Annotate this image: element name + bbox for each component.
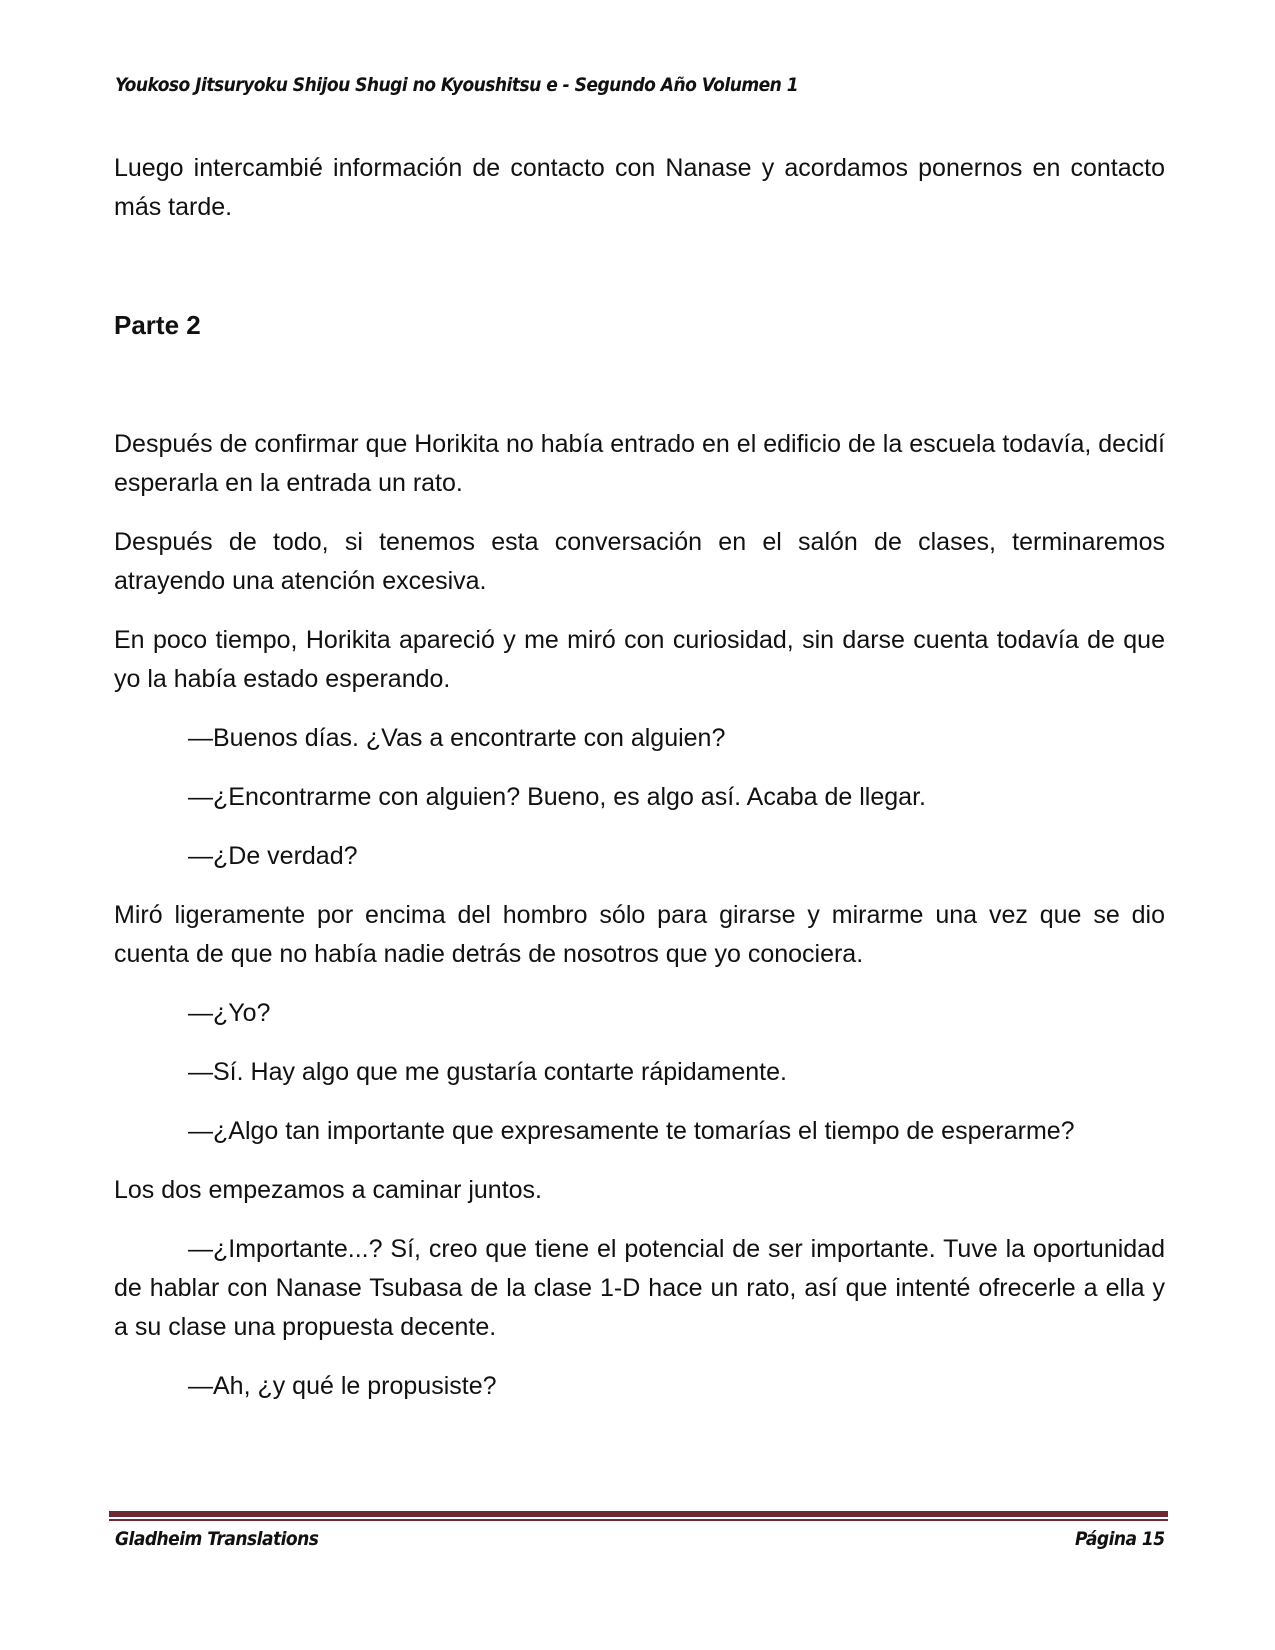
dialogue-paragraph: —¿Algo tan importante que expresamente te tomarías el tiempo de esperarme? <box>188 1117 1075 1145</box>
dialogue-paragraph: —¿Importante...? Sí, creo que tiene el potencial de ser importante. Tuve la oportunidad de hablar con Nanase Tsubasa de la clase 1-D hace un rato, así que intenté ofrecerle a ella y a su clase una propuesta decente. <box>114 1235 1165 1341</box>
page-number: Página 15 <box>1075 1528 1165 1550</box>
paragraph: Después de confirmar que Horikita no había entrado en el edificio de la escuela todavía, decidí esperarla en la entrada un rato. <box>114 430 1165 497</box>
paragraph: En poco tiempo, Horikita apareció y me miró con curiosidad, sin darse cuenta todavía de que yo la había estado esperando. <box>114 626 1165 693</box>
paragraph: Los dos empezamos a caminar juntos. <box>114 1176 542 1204</box>
footer-publisher: Gladheim Translations <box>115 1528 319 1550</box>
section-title: Parte 2 <box>114 310 201 340</box>
dialogue-paragraph: —Sí. Hay algo que me gustaría contarte rápidamente. <box>188 1058 787 1086</box>
paragraph: Luego intercambié información de contacto con Nanase y acordamos ponernos en contacto más tarde. <box>114 154 1165 221</box>
footer-rule <box>109 1511 1168 1517</box>
main-text <box>114 425 1165 1426</box>
dialogue-paragraph: —¿Yo? <box>188 999 271 1027</box>
dialogue-paragraph: —Ah, ¿y qué le propusiste? <box>188 1372 497 1400</box>
intro-text <box>114 149 1165 247</box>
paragraph: Después de todo, si tenemos esta conversación en el salón de clases, terminaremos atrayendo una atención excesiva. <box>114 528 1165 595</box>
dialogue-paragraph: —Buenos días. ¿Vas a encontrarte con alguien? <box>188 724 726 752</box>
paragraph: Miró ligeramente por encima del hombro sólo para girarse y mirarme una vez que se dio cuenta de que no había nadie detrás de nosotros que yo conociera. <box>114 901 1165 968</box>
dialogue-paragraph: —¿De verdad? <box>188 842 358 870</box>
running-header: Youkoso Jitsuryoku Shijou Shugi no Kyoushitsu e - Segundo Año Volumen 1 <box>115 74 799 96</box>
dialogue-paragraph: —¿Encontrarme con alguien? Bueno, es algo así. Acaba de llegar. <box>188 783 926 811</box>
footer-rule-thin <box>109 1519 1168 1521</box>
